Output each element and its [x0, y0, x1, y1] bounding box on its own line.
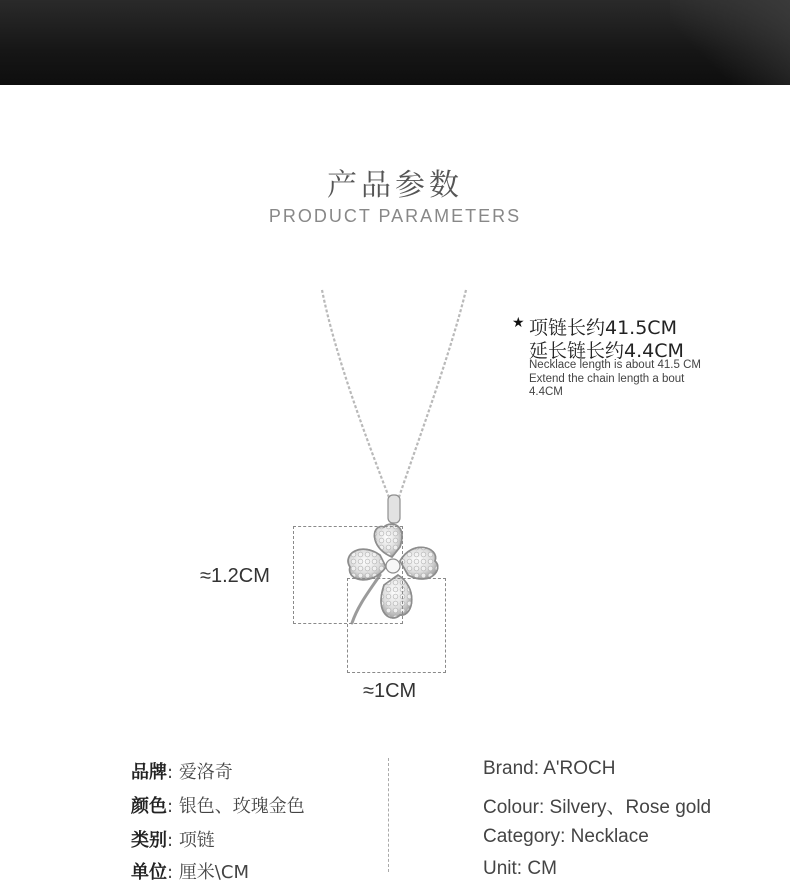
banner-shade	[670, 0, 790, 85]
spec-colour-en: Colour: Silvery、Rose gold	[483, 797, 712, 818]
spec-category-cn: 类别: 项链	[131, 830, 215, 851]
spec-divider	[388, 758, 389, 872]
width-dimension-box	[347, 578, 446, 673]
length-note-en: Necklace length is about 41.5 CM Extend the chain length a bout 4.4CM	[529, 359, 701, 398]
width-dimension-label: ≈1CM	[363, 680, 417, 702]
star-icon: ★	[512, 315, 525, 331]
spec-category-en: Category: Necklace	[483, 826, 649, 847]
section-title-en: PRODUCT PARAMETERS	[268, 206, 522, 226]
spec-brand-cn: 品牌: 爱洛奇	[131, 762, 233, 783]
spec-colour-cn: 颜色: 银色、玫瑰金色	[131, 796, 305, 817]
top-banner	[0, 0, 790, 85]
spec-unit-cn: 单位: 厘米\CM	[131, 862, 249, 883]
height-dimension-label: ≈1.2CM	[200, 565, 270, 587]
spec-unit-en: Unit: CM	[483, 858, 557, 879]
spec-brand-en: Brand: A'ROCH	[483, 758, 616, 779]
extension-length-cn: 延长链长约4.4CM	[529, 340, 684, 362]
section-title-cn: 产品参数	[327, 168, 463, 203]
necklace-length-cn: 项链长约41.5CM	[529, 317, 677, 339]
